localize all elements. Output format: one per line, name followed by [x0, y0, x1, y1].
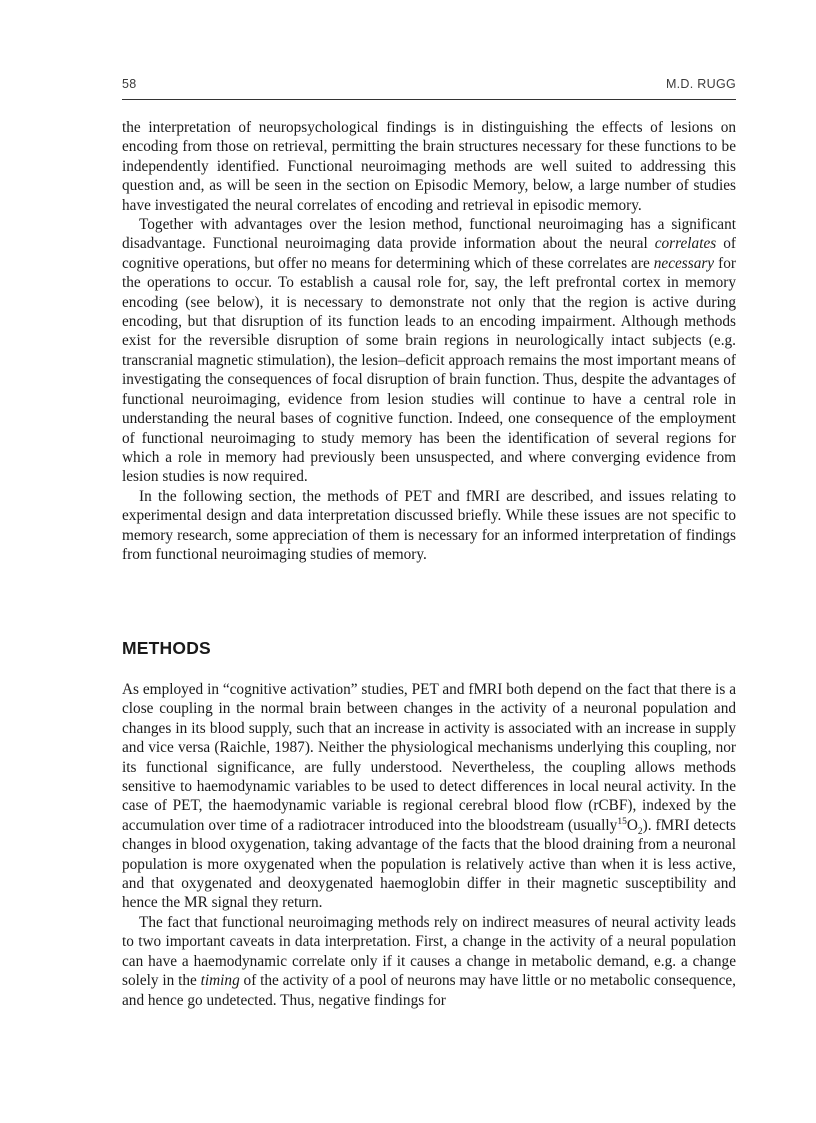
emphasis-correlates: correlates [654, 235, 717, 253]
paragraph [122, 680, 736, 913]
emphasis-necessary: necessary [653, 254, 715, 272]
emphasis-timing: timing [200, 972, 240, 990]
text-run: of the activity of a pool of neurons may have little or no metabolic consequence, and hence go undetected. Thus, negative findings for [122, 972, 736, 1009]
paragraph [122, 215, 736, 487]
text-run: for the operations to occur. To establish a causal role for, say, the left prefrontal cortex in memory encoding (see below), it is necessary to demonstrate not only that the region is active during encoding, but that disruption of its function leads to an encoding impairment. Although methods exist for the reversible disruption of some brain regions in neurologically intact subjects (e.g. transcranial magnetic stimulation), the lesion–deficit approach remains the most important means of investigating the consequences of focal disruption of brain function. Thus, despite the advantages of functional neuroimaging, evidence from lesion studies will continue to have a central role in understanding the neural bases of cognitive function. Indeed, one consequence of the employment of functional neuroimaging to study memory has been the identification of several regions for which a role in memory had previously been unsuspected, and where converging evidence from lesion studies is now required. [122, 254, 736, 486]
paragraph: In the following section, the methods of PET and fMRI are described, and issues relating to experimental design and data interpretation discussed briefly. While these issues are not specific to memory research, some appreciation of them is necessary for an informed interpretation of findings from functional neuroimaging studies of memory. [122, 487, 736, 563]
running-head-author: M.D. RUGG [665, 77, 736, 91]
text-run: As employed in “cognitive activation” studies, PET and fMRI both depend on the fact that there is a close coupling in the normal brain between changes in the activity of a neuronal population and changes in its blood supply, such that an increase in activity is associated with an increase in supply and vice versa (Raichle, 1987). Neither the physiological mechanisms underlying this coupling, nor its functional significance, are fully understood. Nevertheless, the coupling allows methods sensitive to haemodynamic variables to be used to detect differences in local neural activity. In the case of PET, the haemodynamic variable is regional cerebral blood flow (rCBF), indexed by the accumulation over time of a radiotracer introduced into the bloodstream (usually [122, 681, 736, 834]
subscript-2: 2 [637, 826, 643, 837]
text-run: ). fMRI detects changes in blood oxygenation, taking advantage of the facts that the blood draining from a neuronal population is more oxygenated when the population is relatively active than when it is less active, and that oxygenated and deoxygenated haemoglobin differ in their magnetic susceptibility and hence the MR signal they return. [122, 816, 736, 912]
header-rule [122, 99, 736, 100]
text-run: of cognitive operations, but offer no means for determining which of these correlates are [122, 235, 736, 272]
superscript-15: 15 [617, 816, 627, 827]
oxygen-symbol: O [626, 816, 638, 834]
section-heading-methods: METHODS [122, 638, 211, 658]
text-run: Together with advantages over the lesion method, functional neuroimaging has a significant disadvantage. Functional neuroimaging data provide information about the neural [122, 216, 736, 253]
methods-text-block [122, 680, 736, 1010]
intro-text-block [122, 118, 736, 564]
page-number: 58 [122, 77, 137, 91]
paragraph: the interpretation of neuropsychological findings is in distinguishing the effects of lesions on encoding from those on retrieval, permitting the brain structures necessary for these functions to be independently identified. Functional neuroimaging methods are well suited to addressing this question and, as will be seen in the section on Episodic Memory, below, a large number of studies have investigated the neural correlates of encoding and retrieval in episodic memory. [122, 119, 736, 214]
text-run: The fact that functional neuroimaging methods rely on indirect measures of neural activity leads to two important caveats in data interpretation. First, a change in the activity of a neural population can have a haemodynamic correlate only if it causes a change in metabolic demand, e.g. a change solely in the [122, 913, 736, 990]
running-head [122, 77, 736, 97]
paragraph [122, 913, 736, 1010]
